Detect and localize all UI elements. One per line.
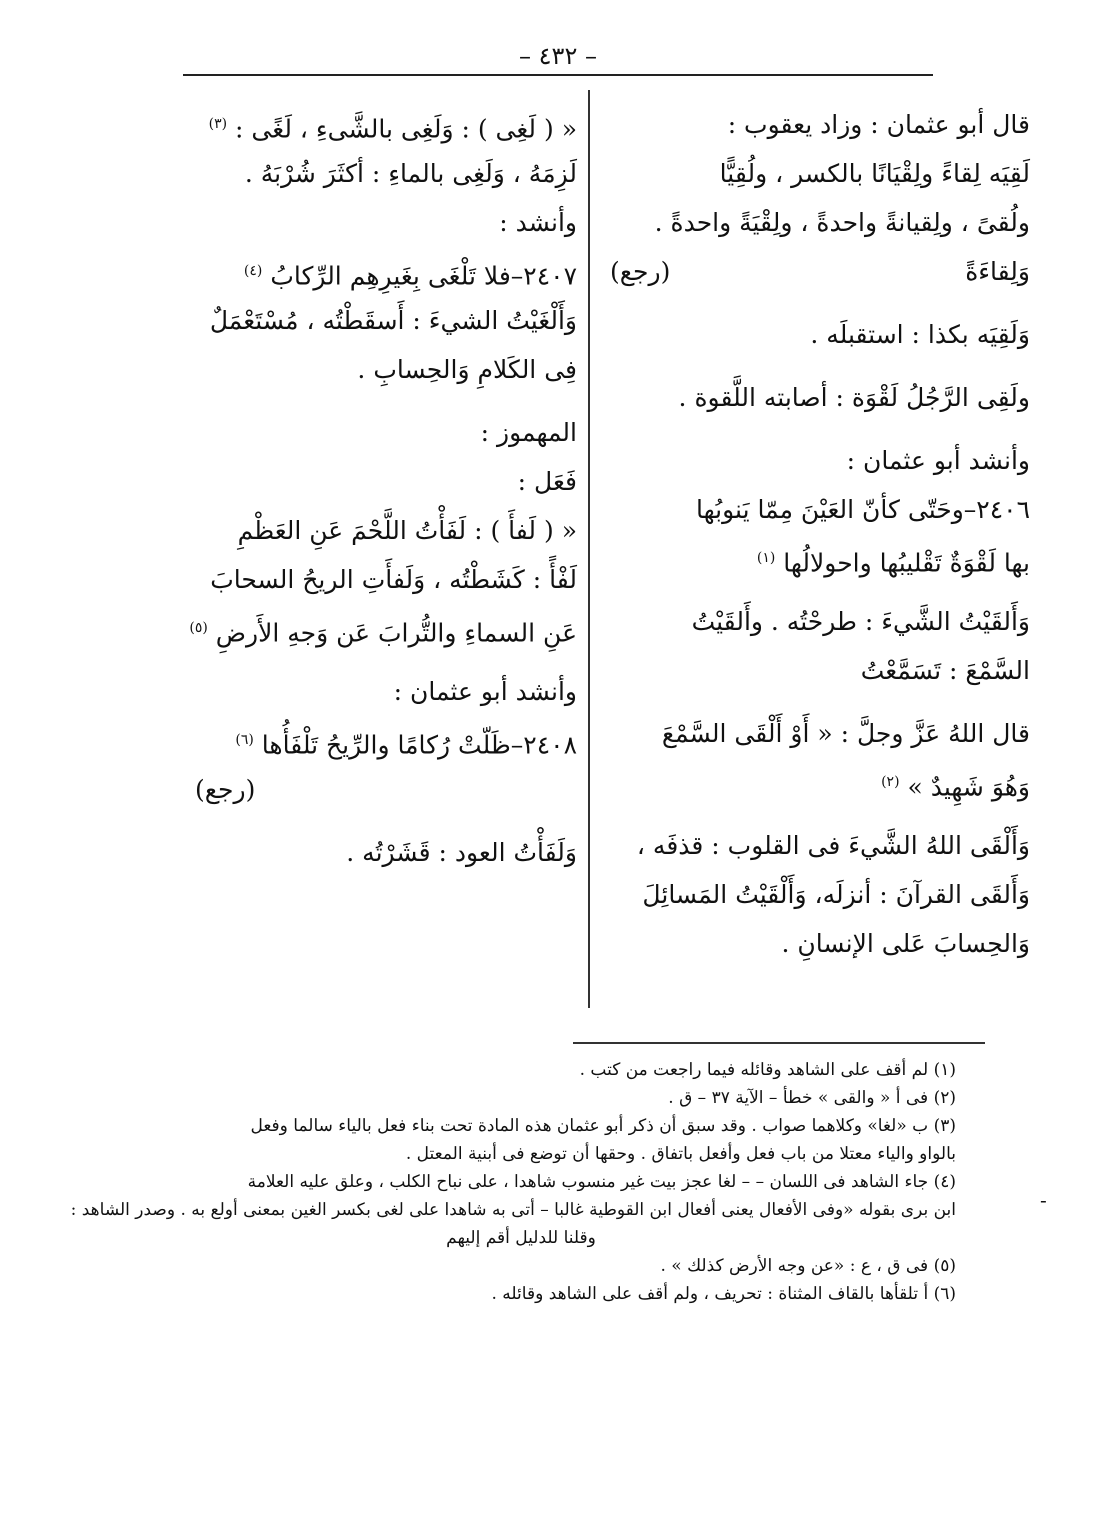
text-line: وَأَلْقَى اللهُ الشَّيءَ فى القلوب : قذفَه ، <box>636 831 1030 860</box>
text-line-body: عَنِ السماءِ والتُّرابَ عَن وَجهِ الأَرضِ <box>215 618 577 648</box>
text-line <box>600 758 1030 807</box>
verse-line: ٢٤٠٦–وحَتّى كأنّ العَيْنَ مِمّا يَنوبُها <box>696 495 1030 524</box>
footnote-1: (١) لم أقف على الشاهد وقائله فيما راجعت من كتب . <box>579 1060 956 1080</box>
footnote-5: (٥) فى ق ، ع : «عن وجه الأرض كذلك » . <box>660 1256 956 1276</box>
text-line <box>185 100 577 149</box>
footnote-4-cont: ابن برى بقوله «وفى الأفعال يعنى أفعال ابن القوطية غالبا – أتى به شاهدا على لغى بكسر الغين بمعنى أولع به . وصدر الشاهد : <box>70 1200 956 1220</box>
text-line <box>185 765 577 814</box>
footnote-3-cont: بالواو والياء معتلا من باب فعل وأفعل باتفاق . وحقها أن توضع فى أبنية المعتل . <box>405 1144 956 1164</box>
footnote-4-verse: وقلنا للدليل أقم إليهم <box>446 1228 596 1248</box>
text-line-body: وَلِقاءَةً <box>965 257 1030 286</box>
text-line: قال اللهُ عَزَّ وجلَّ : « أَوْ أَلْقَى السَّمْعَ <box>661 719 1030 748</box>
verse-text: ٢٤٠٧–فلا تَلْغَى بِغَيرِهِم الرِّكابُ <box>270 261 577 291</box>
section-heading: فَعَل : <box>517 467 577 496</box>
footnote-ref: (١) <box>756 550 776 566</box>
text-line: وَلَقِيَه بكذا : استقبلَه . <box>810 320 1030 349</box>
text-line: « ( لَفأَ ) : لَفَأْتُ اللَّحْمَ عَنِ العَظْمِ <box>237 516 577 545</box>
text-line: وأنشد أبو عثمان : <box>846 446 1030 475</box>
left-column <box>185 100 577 877</box>
footnote-6: (٦) أ تلقأها بالقاف المثناة : تحريف ، ولم أقف على الشاهد وقائله . <box>491 1284 956 1304</box>
text-line: وَأَلقَيْتُ الشَّيءَ : طرحْتُه . وأَلقَيْتُ <box>691 607 1030 636</box>
text-line-body: « ( لَغِى ) : وَلَغِى بالشَّىءِ ، لَغًى : <box>235 114 577 144</box>
footnote-ref: (٤) <box>243 263 263 279</box>
text-line: وَلَفَأْتُ العود : قَشَرْتُه . <box>346 838 577 867</box>
text-line: السَّمْعَ : تَسَمَّعْتُ <box>860 656 1030 685</box>
text-line: لَزِمَهُ ، وَلَغِى بالماءِ : أكثَرَ شُرْبَهُ . <box>244 159 577 188</box>
footnotes <box>70 1056 956 1308</box>
text-line <box>600 247 1030 296</box>
footnote-ref: (٦) <box>235 732 254 748</box>
section-heading: المهموز : <box>480 418 577 447</box>
text-line: وَالحِسابَ عَلى الإنسانِ . <box>781 929 1030 958</box>
margin-mark: - <box>1040 1188 1047 1212</box>
verse-line <box>600 534 1030 583</box>
verse-text: بها لَقْوَةٌ تَقْليبُها واحولالُها <box>783 548 1030 578</box>
footnote-rule <box>573 1042 985 1044</box>
verse-text: ٢٤٠٨–ظَلّتْ رُكامًا والرِّيحُ تَلْفَأُها <box>261 730 577 760</box>
verse-line <box>185 247 577 296</box>
column-divider <box>588 90 590 1008</box>
right-column <box>600 100 1030 968</box>
text-line: فِى الكَلامِ وَالحِسابِ . <box>357 355 577 384</box>
text-line: لَفْأً : كَشَطْتُه ، وَلَفأَتِ الريحُ السحابَ <box>210 565 577 594</box>
footnote-4: (٤) جاء الشاهد فى اللسان – – لغا عجز بيت غير منسوب شاهدا ، على نباح الكلب ، وعلق عليه العلامة <box>247 1172 956 1192</box>
footnote-3: (٣) ب «لغا» وكلاهما صواب . وقد سبق أن ذكر أبو عثمان هذه المادة تحت بناء فعل بالياء سالما وفعل <box>250 1116 956 1136</box>
text-line: وَأَلقَى القرآنَ : أنزلَه، وَأَلْقَيْتُ المَسائِلَ <box>642 880 1030 909</box>
verse-line <box>185 716 577 765</box>
header-rule <box>183 74 933 76</box>
text-line: وأنشد : <box>499 208 577 237</box>
text-line: قال أبو عثمان : وزاد يعقوب : <box>727 110 1030 139</box>
text-line: ولُقىً ، ولِقيانةً واحدةً ، ولِقْيَةً واحدةً . <box>654 208 1030 237</box>
footnote-2: (٢) فى أ « والقى » خطأ – الآية ٣٧ – ق . <box>668 1088 956 1108</box>
rajaz-mark: (رجع) <box>610 257 671 286</box>
text-line: ولَقِى الرَّجُلُ لَقْوَة : أصابته اللَّقوة . <box>678 383 1030 412</box>
footnote-ref: (٥) <box>189 620 208 636</box>
footnote-ref: (٣) <box>208 116 228 132</box>
text-line <box>185 604 577 653</box>
page-number: – ٤٣٢ – <box>519 42 597 70</box>
text-line: لَقِيَه لِقاءً ولِقْيَانًا بالكسر ، ولُقِيًّا <box>719 159 1030 188</box>
text-line: وأنشد أبو عثمان : <box>393 677 577 706</box>
rajaz-mark: (رجع) <box>195 775 256 804</box>
text-line-body: وَهُوَ شَهِيدٌ » <box>907 772 1030 802</box>
footnote-ref: (٢) <box>881 774 900 790</box>
text-line: وَأَلْغَيْتُ الشيءَ : أَسقَطْتُه ، مُسْتَعْمَلٌ <box>209 306 577 335</box>
